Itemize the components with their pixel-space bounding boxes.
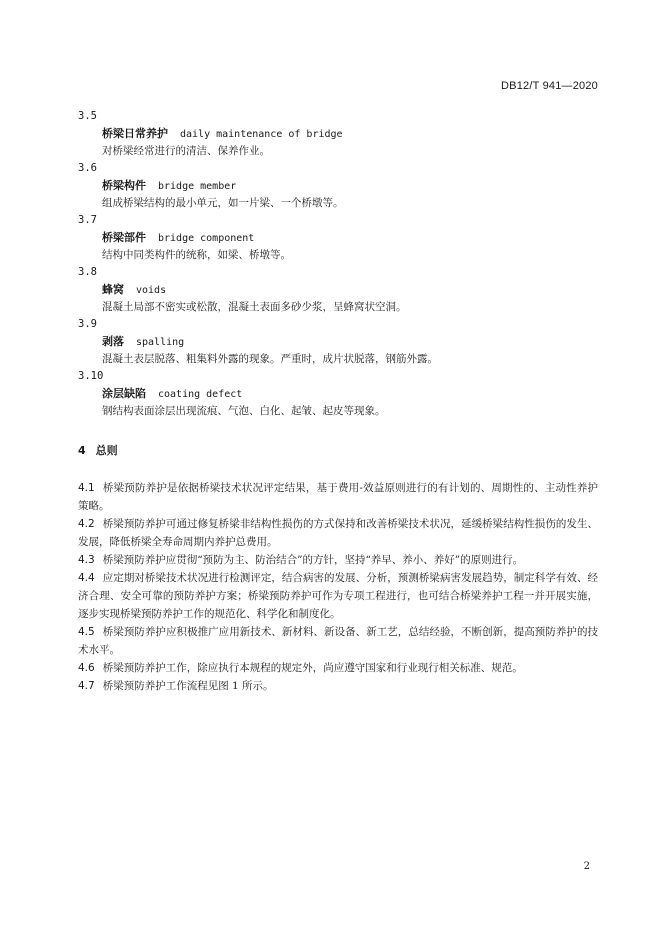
section-number: 4: [78, 444, 86, 457]
clause-paragraph: [78, 551, 598, 569]
term-title: [102, 333, 598, 350]
term-name-en: coating defect: [158, 389, 243, 400]
clause-text: 桥梁预防养护应积极推广应用新技术、新材料、新设备、新工艺，总结经验，不断创新，提高预防养护的技术水平。: [78, 626, 598, 656]
term-name-en: spalling: [136, 337, 185, 348]
term-name-zh: 桥梁构件: [102, 179, 146, 192]
clause-number: 4.6: [78, 662, 95, 674]
section-heading: [78, 442, 598, 459]
term-title: [102, 177, 598, 194]
term-definition: 组成桥梁结构的最小单元，如一片梁、一个桥墩等。: [102, 197, 344, 209]
clause-text: 桥梁预防养护工作，除应执行本规程的规定外，尚应遵守国家和行业现行相关标准、规范。: [102, 662, 523, 674]
clause-paragraph: [78, 659, 598, 677]
page-content: [78, 108, 598, 695]
section-title: 总则: [95, 444, 118, 457]
page-number: 2: [583, 861, 590, 872]
clause-text: 桥梁预防养护是依据桥梁技术状况评定结果，基于费用-效益原则进行的有计划的、周期性的、主动性养护策略。: [78, 482, 598, 512]
term-title: [102, 125, 598, 142]
term-name-en: voids: [136, 285, 167, 296]
term-name-zh: 桥梁日常养护: [102, 127, 168, 140]
term-entry: [78, 212, 598, 264]
term-entry: [78, 160, 598, 212]
term-number: 3.9: [78, 318, 97, 330]
term-definition: 钢结构表面涂层出现流痕、气泡、白化、起皱、起皮等现象。: [102, 405, 386, 417]
clause-number: 4.2: [78, 518, 95, 530]
clause-paragraph: [78, 677, 598, 695]
term-definition: 混凝土局部不密实或松散，混凝土表面多砂少浆，呈蜂窝状空洞。: [102, 301, 407, 313]
clause-text: 桥梁预防养护可通过修复桥梁非结构性损伤的方式保持和改善桥梁技术状况，延缓桥梁结构性损伤的发生、发展，降低桥梁全寿命周期内养护总费用。: [78, 518, 598, 548]
term-name-en: daily maintenance of bridge: [180, 129, 343, 140]
clause-paragraph: [78, 623, 598, 659]
term-entry: [78, 368, 598, 420]
term-number: 3.10: [78, 370, 104, 382]
clause-text: 桥梁预防养护工作流程见图 1 所示。: [102, 680, 274, 692]
term-number: 3.8: [78, 266, 97, 278]
term-entry: [78, 264, 598, 316]
term-entry: [78, 108, 598, 160]
document-code: DB12/T 941—2020: [501, 80, 598, 92]
clause-number: 4.1: [78, 482, 95, 494]
term-number: 3.7: [78, 214, 97, 226]
term-definition: 对桥梁经常进行的清洁、保养作业。: [102, 145, 270, 157]
term-name-zh: 桥梁部件: [102, 231, 146, 244]
term-number: 3.5: [78, 110, 97, 122]
clause-number: 4.4: [78, 572, 95, 584]
clause-number: 4.5: [78, 626, 95, 638]
term-definition: 结构中同类构件的统称，如梁、桥墩等。: [102, 249, 291, 261]
term-number: 3.6: [78, 162, 97, 174]
clause-number: 4.7: [78, 680, 95, 692]
term-name-zh: 涂层缺陷: [102, 387, 146, 400]
clause-paragraph: [78, 479, 598, 515]
term-title: [102, 229, 598, 246]
term-name-en: bridge component: [158, 233, 255, 244]
clause-text: 应定期对桥梁技术状况进行检测评定，结合病害的发展、分析，预测桥梁病害发展趋势，制定科学有效、经济合理、安全可靠的预防养护方案；桥梁预防养护可作为专项工程进行，也可结合桥梁养护工程一并开展实施，逐步实现桥梁预防养护工作的规范化、科学化和制度化。: [78, 572, 598, 620]
clause-text: 桥梁预防养护应贯彻“预防为主、防治结合”的方针，坚持“养早、养小、养好”的原则进行。: [102, 554, 524, 566]
clause-number: 4.3: [78, 554, 95, 566]
term-name-zh: 蜂窝: [102, 283, 124, 296]
term-name-zh: 剥落: [102, 335, 124, 348]
term-entry: [78, 316, 598, 368]
term-title: [102, 385, 598, 402]
clause-paragraph: [78, 569, 598, 623]
term-definition: 混凝土表层脱落、粗集料外露的现象。严重时，成片状脱落，钢筋外露。: [102, 353, 438, 365]
term-title: [102, 281, 598, 298]
clause-paragraph: [78, 515, 598, 551]
term-name-en: bridge member: [158, 181, 237, 192]
